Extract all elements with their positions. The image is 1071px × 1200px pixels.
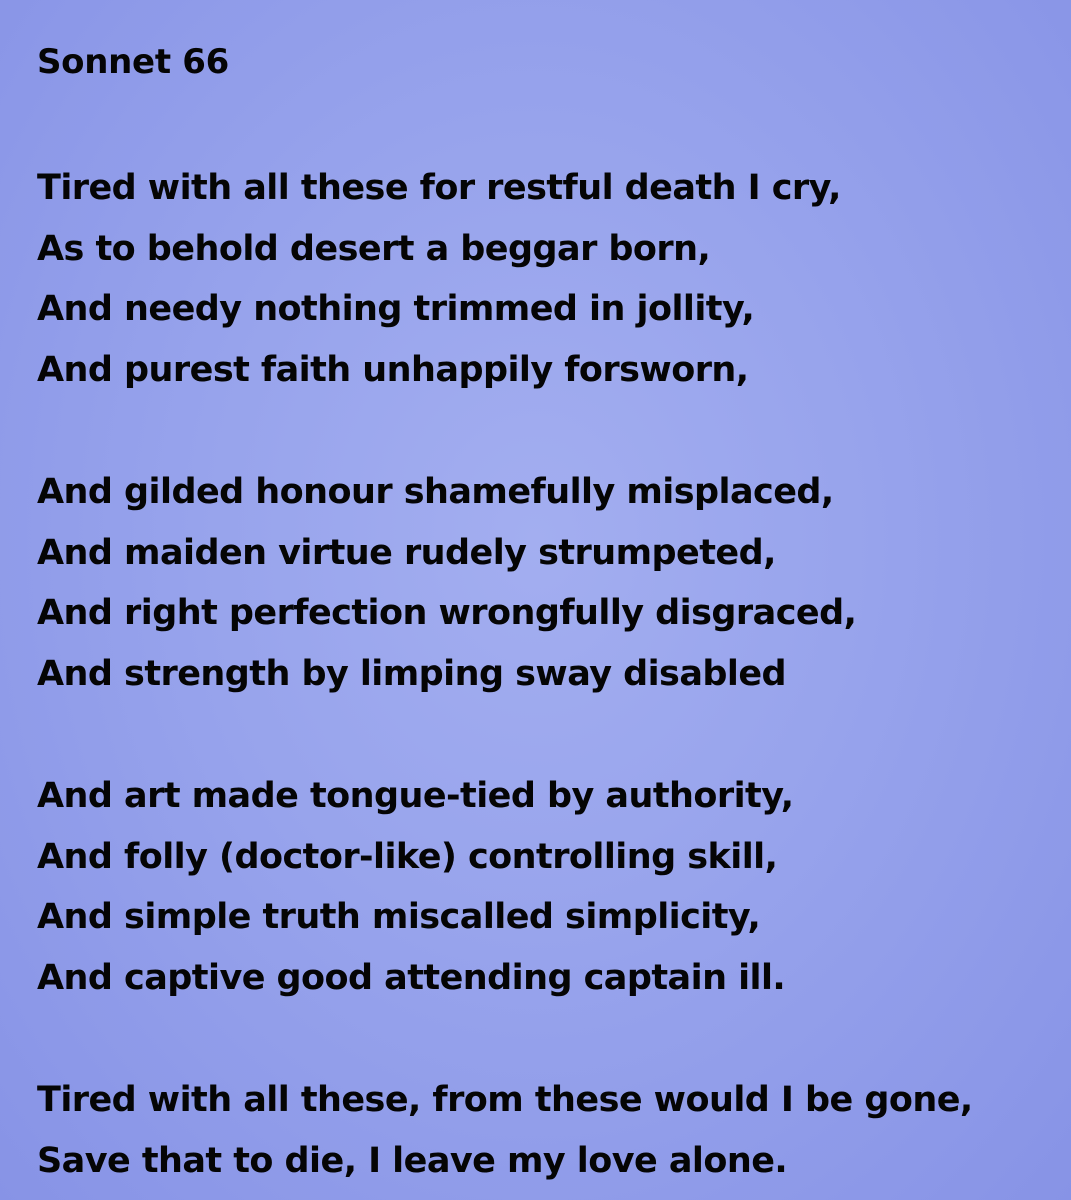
poem-container xyxy=(37,38,1051,1191)
poem-title: Sonnet 66 xyxy=(37,42,230,82)
stanza-4 xyxy=(37,1070,1051,1191)
poem-line: And purest faith unhappily forsworn, xyxy=(37,349,749,390)
poem-line: And folly (doctor-like) controlling skill, xyxy=(37,836,778,877)
poem-line: And art made tongue-tied by authority, xyxy=(37,776,794,816)
poem-line: And right perfection wrongfully disgraced, xyxy=(37,593,857,633)
poem-line: And strength by limping sway disabled xyxy=(37,653,787,694)
poem-line: Save that to die, I leave my love alone. xyxy=(37,1140,788,1181)
poem-line: Tired with all these, from these would I be gone, xyxy=(37,1080,973,1120)
poem-line: Tired with all these for restful death I cry, xyxy=(37,168,841,208)
stanza-1 xyxy=(37,158,1051,400)
poem-line: And maiden virtue rudely strumpeted, xyxy=(37,532,776,573)
stanza-3 xyxy=(37,766,1051,1008)
poem-line: And captive good attending captain ill. xyxy=(37,957,786,998)
poem-line: As to behold desert a beggar born, xyxy=(37,228,711,269)
poem-line: And gilded honour shamefully misplaced, xyxy=(37,472,834,512)
stanza-2 xyxy=(37,462,1051,704)
poem-line: And simple truth miscalled simplicity, xyxy=(37,897,761,937)
poem-line: And needy nothing trimmed in jollity, xyxy=(37,289,755,329)
